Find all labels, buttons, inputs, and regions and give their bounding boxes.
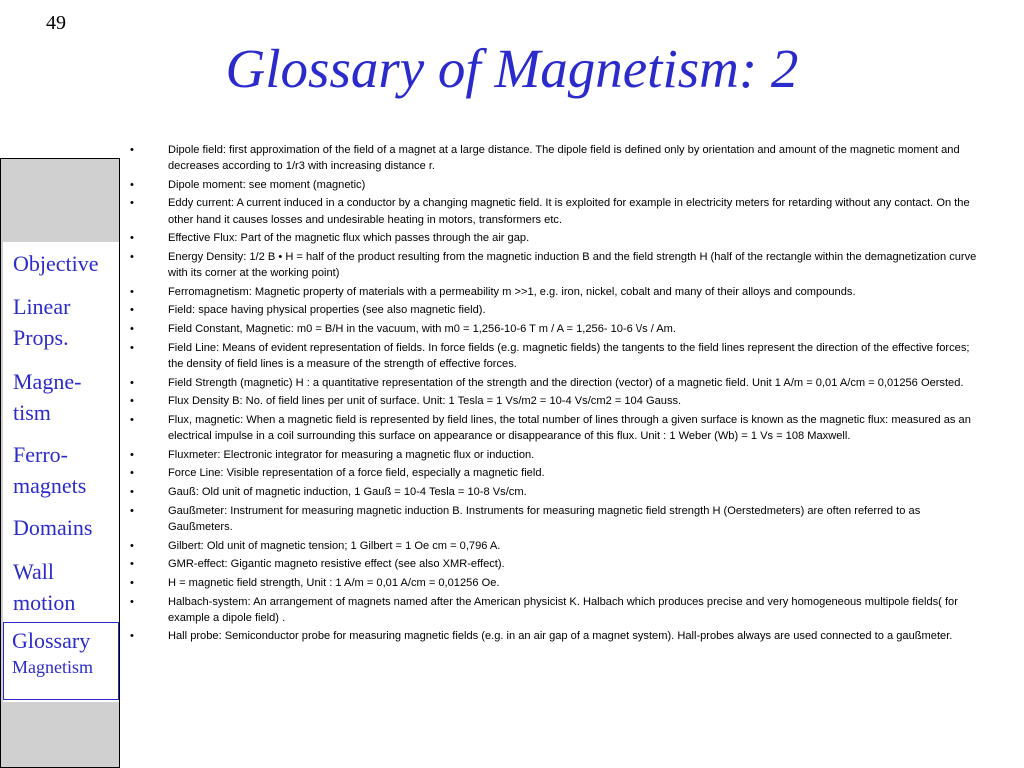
glossary-item	[128, 321, 986, 337]
glossary-item-text: Field: space having physical properties (see also magnetic field).	[168, 304, 486, 317]
glossary-item-text: Dipole field: first approximation of the field of a magnet at a large distance. The dipole field is defined only by orientation and amount of the magnetic moment and decreases according to 1/r3 with increasing distance r.	[168, 144, 960, 173]
sidebar-item-label: Ferro-	[13, 442, 68, 467]
glossary-item-text: Gilbert: Old unit of magnetic tension; 1 Gilbert = 1 Oe cm = 0,796 A.	[168, 539, 501, 552]
glossary-item	[128, 177, 986, 193]
glossary-item	[128, 484, 986, 500]
bullet-icon: •	[130, 285, 134, 298]
glossary-item-text: H = magnetic field strength, Unit : 1 A/m = 0,01 A/cm = 0,01256 Oe.	[168, 576, 500, 589]
sidebar	[0, 158, 120, 768]
bullet-icon: •	[130, 197, 134, 210]
bullet-icon: •	[130, 467, 134, 480]
sidebar-item-label: Domains	[13, 515, 93, 540]
bullet-icon: •	[130, 558, 134, 571]
page-title: Glossary of Magnetism: 2	[225, 38, 799, 99]
bullet-icon: •	[130, 178, 134, 191]
glossary-item	[128, 503, 986, 535]
sidebar-item-label: Wall	[13, 559, 54, 584]
bullet-icon: •	[130, 486, 134, 499]
glossary-item-text: Halbach-system: An arrangement of magnets named after the American physicist K. Halbach which produces precise and very homogeneous multipole fields( for example a dipole field) .	[168, 595, 958, 624]
glossary-item-text: Energy Density: 1/2 B • H = half of the product resulting from the magnetic induction B and the field strength H (half of the rectangle within the demagnetization curve with its corner at the working point)	[168, 250, 977, 280]
glossary-item-text: Flux, magnetic: When a magnetic field is represented by field lines, the total number of lines through a given surface is known as the magnetic flux: measured as an electrical impulse in a coil surrounding this surface on appearance or disappearance of this flux. Unit : 1 Weber (Wb) = 1 Vs = 108 Maxwell.	[168, 413, 971, 443]
glossary-item-text: Field Line: Means of evident representation of fields. In force fields (e.g. magnetic fields) the tangents to the field lines represent the direction of the effective forces; the density of field lines is a measure of the strength of effective forces.	[168, 341, 970, 370]
glossary-item-text: Flux Density B: No. of field lines per unit of surface. Unit: 1 Tesla = 1 Vs/m2 = 10-4 Vs/cm2 = 104 Gauss.	[168, 395, 682, 408]
bullet-icon: •	[130, 395, 134, 408]
sidebar-item-label: Linear	[13, 294, 71, 319]
bullet-icon: •	[130, 630, 134, 643]
bullet-icon: •	[130, 576, 134, 589]
sidebar-item-linear-props[interactable]	[13, 291, 70, 353]
glossary-item-text: Field Strength (magnetic) H : a quantitative representation of the strength and the direction (vector) of a magnetic field. Unit 1 A/m = 0,01 A/cm = 0,01256 Oersted.	[168, 376, 964, 389]
glossary-item-text: Dipole moment: see moment (magnetic)	[168, 178, 366, 191]
sidebar-item-domains[interactable]	[13, 512, 92, 543]
glossary-item	[128, 628, 986, 644]
bullet-icon: •	[130, 304, 134, 317]
glossary-item	[128, 594, 986, 626]
glossary-item	[128, 230, 986, 246]
glossary-item	[128, 284, 986, 300]
glossary-item	[128, 393, 986, 409]
sidebar-item-wall-motion[interactable]	[13, 556, 75, 618]
bullet-icon: •	[130, 250, 134, 263]
glossary-item	[128, 447, 986, 463]
sidebar-item-ferromagnets[interactable]	[13, 439, 86, 501]
sidebar-item-objective[interactable]	[13, 248, 99, 279]
glossary-item	[128, 249, 986, 281]
sidebar-item-label: magnets	[13, 473, 87, 498]
glossary-item	[128, 375, 986, 391]
glossary-item-text: Fluxmeter: Electronic integrator for measuring a magnetic flux or induction.	[168, 448, 535, 461]
glossary-item-text: Effective Flux: Part of the magnetic flux which passes through the air gap.	[168, 232, 530, 245]
sidebar-item-glossary-magnetism[interactable]	[3, 622, 119, 700]
glossary-item-text: Gaußmeter: Instrument for measuring magnetic induction B. Instruments for measuring magnetic field strength H (Oerstedmeters) are often referred to as Gaußmeters.	[168, 504, 921, 533]
sidebar-item-sublabel: Magnetism	[12, 657, 93, 677]
glossary-item	[128, 465, 986, 481]
glossary-item	[128, 195, 986, 227]
sidebar-item-label: Magne-	[13, 369, 82, 394]
sidebar-item-label: motion	[13, 590, 76, 615]
bullet-icon: •	[130, 595, 134, 608]
bullet-icon: •	[130, 504, 134, 517]
bullet-icon: •	[130, 232, 134, 245]
bullet-icon: •	[130, 539, 134, 552]
bullet-icon: •	[130, 341, 134, 354]
page-number: 49	[46, 12, 66, 34]
sidebar-item-magnetism[interactable]	[13, 366, 81, 428]
bullet-icon: •	[130, 323, 134, 336]
glossary-item-text: GMR-effect: Gigantic magneto resistive effect (see also XMR-effect).	[168, 558, 505, 571]
glossary-item-text: Gauß: Old unit of magnetic induction, 1 Gauß = 10-4 Tesla = 10-8 Vs/cm.	[168, 486, 527, 499]
glossary-item-text: Field Constant, Magnetic: m0 = B/H in the vacuum, with m0 = 1,256-10-6 T m / A = 1,256- 10-6 \/s / Am.	[168, 323, 676, 336]
glossary-item	[128, 340, 986, 372]
glossary-item	[128, 302, 986, 318]
glossary-item	[128, 142, 986, 174]
sidebar-item-label: Glossary	[12, 628, 91, 653]
glossary-item	[128, 556, 986, 572]
glossary-item-text: Eddy current: A current induced in a conductor by a changing magnetic field. It is exploited for example in electricity meters for retarding without any contact. On the other hand it causes losses and undesirable heating in motors, transformers etc.	[168, 197, 970, 226]
sidebar-item-label: tism	[13, 400, 51, 425]
bullet-icon: •	[130, 376, 134, 389]
bullet-icon: •	[130, 448, 134, 461]
glossary-item	[128, 575, 986, 591]
bullet-icon: •	[130, 144, 134, 156]
glossary-item-text: Hall probe: Semiconductor probe for measuring magnetic fields (e.g. in an air gap of a magnet system). Hall-probes always are used connected to a gaußmeter.	[168, 630, 953, 643]
glossary-item	[128, 538, 986, 554]
glossary-item-text: Force Line: Visible representation of a force field, especially a magnetic field.	[168, 467, 545, 480]
glossary-item	[128, 412, 986, 444]
bullet-icon: •	[130, 413, 134, 426]
sidebar-item-label: Objective	[13, 251, 99, 276]
glossary-list	[128, 142, 986, 647]
glossary-item-text: Ferromagnetism: Magnetic property of materials with a permeability m >>1, e.g. iron, nickel, cobalt and many of their alloys and compounds.	[168, 285, 856, 298]
sidebar-item-label: Props.	[13, 325, 69, 350]
